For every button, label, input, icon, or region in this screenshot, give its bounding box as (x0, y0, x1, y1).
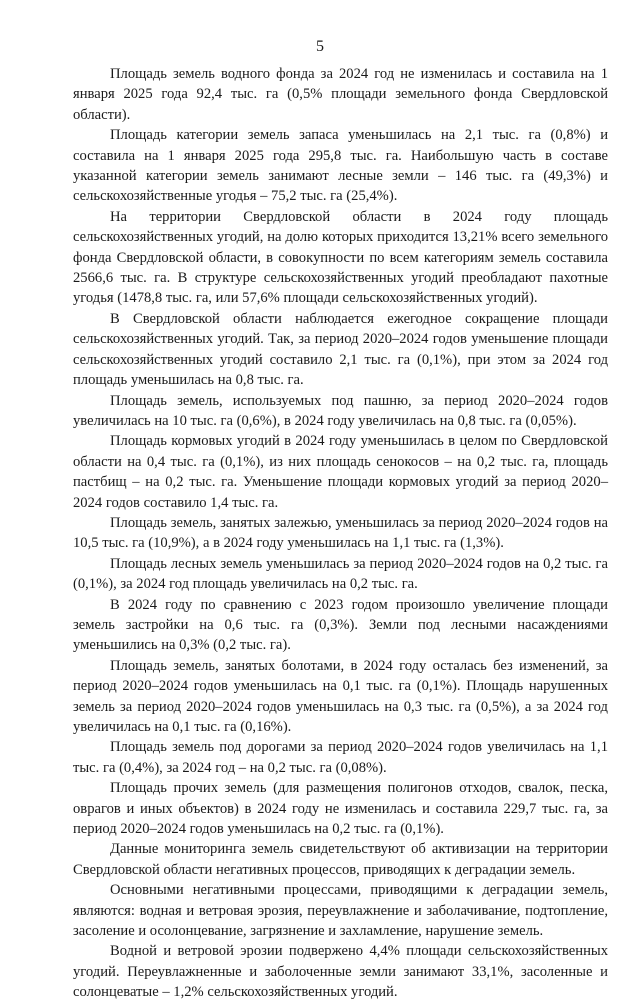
paragraph-forage-land: Площадь кормовых угодий в 2024 году уменьшилась в целом по Свердловской области на 0,4 тыс. га (0,1%), из них площадь сенокосов – на 0,2 тыс. га, площадь пастбищ – на 0,2 тыс. га. Уменьшение площади кормовых угодий за период 2020–2024 годов составило 1,4 тыс. га. (73, 433, 608, 511)
page-number: 5 (316, 38, 324, 55)
paragraph-forest-land: Площадь лесных земель уменьшилась за период 2020–2024 годов на 0,2 тыс. га (0,1%), за 2024 год площадь увеличилась на 0,2 тыс. га. (73, 555, 608, 593)
paragraph-degradation-processes: Основными негативными процессами, приводящими к деградации земель, являются: водная и ветровая эрозия, переувлажнение и заболачивание, подтопление, засоление и осолонцевание, загрязнение и захламление, нарушение земель. (73, 882, 608, 940)
paragraph-built-up-land: В 2024 году по сравнению с 2023 годом произошло увеличение площади земель застройки на 0,6 тыс. га (0,3%). Земли под лесными насаждениями уменьшились на 0,3% (0,2 тыс. га). (73, 596, 608, 654)
paragraph-swamps: Площадь земель, занятых болотами, в 2024 году осталась без изменений, за период 2020–2024 годов уменьшилась на 0,1 тыс. га (0,1%). Площадь нарушенных земель за период 2020–2024 годов уменьшилась на 0,3 тыс. га (0,5%), а за 2024 год увеличилась на 0,1 тыс. га (0,16%). (73, 657, 608, 735)
paragraph-erosion: Водной и ветровой эрозии подвержено 4,4% площади сельскохозяйственных угодий. Переувлажненные и заболоченные земли занимают 33,1%, засоленные и солонцеватые – 1,2% сельскохозяйственных угодий. (73, 943, 608, 1001)
paragraph-fallow-land: Площадь земель, занятых залежью, уменьшилась за период 2020–2024 годов на 10,5 тыс. га (10,9%), а в 2024 году уменьшилась на 1,1 тыс. га (1,3%). (73, 514, 608, 552)
paragraph-other-lands: Площадь прочих земель (для размещения полигонов отходов, свалок, песка, оврагов и иных объектов) в 2024 году не изменилась и составила 229,7 тыс. га, за период 2020–2024 годов уменьшилась на 0,2 тыс. га (0,1%). (73, 780, 608, 838)
paragraph-reserve-lands: Площадь категории земель запаса уменьшилась на 2,1 тыс. га (0,8%) и составила на 1 января 2025 года 295,8 тыс. га. Наибольшую часть в составе указанной категории земель занимают лесные земли – 146 тыс. га (49,3%) и сельскохозяйственные угодья – 75,2 тыс. га (25,4%). (73, 127, 608, 205)
paragraph-water-fund: Площадь земель водного фонда за 2024 год не изменилась и составила на 1 января 2025 года 92,4 тыс. га (0,5% площади земельного фонда Свердловской области). (73, 66, 608, 123)
document-body (73, 64, 608, 1003)
paragraph-agricultural-area: На территории Свердловской области в 2024 году площадь сельскохозяйственных угодий, на долю которых приходится 13,21% всего земельного фонда Свердловской области, в совокупности по всем категориям земель составила 2566,6 тыс. га. В структуре сельскохозяйственных угодий преобладают пахотные угодья (1478,8 тыс. га, или 57,6% площади сельскохозяйственных угодий). (73, 208, 608, 307)
paragraph-agricultural-decline: В Свердловской области наблюдается ежегодное сокращение площади сельскохозяйственных угодий. Так, за период 2020–2024 годов уменьшение площади сельскохозяйственных угодий составило 2,1 тыс. га (0,1%), при этом за 2024 год площадь уменьшилась на 0,8 тыс. га. (73, 310, 608, 389)
paragraph-roads: Площадь земель под дорогами за период 2020–2024 годов увеличилась на 1,1 тыс. га (0,4%), за 2024 год – на 0,2 тыс. га (0,08%). (73, 739, 608, 776)
paragraph-monitoring: Данные мониторинга земель свидетельствуют об активизации на территории Свердловской области негативных процессов, приводящих к деградации земель. (73, 841, 608, 878)
paragraph-arable-land: Площадь земель, используемых под пашню, за период 2020–2024 годов увеличилась на 10 тыс. га (0,6%), в 2024 году увеличилась на 0,8 тыс. га (0,05%). (73, 392, 608, 429)
